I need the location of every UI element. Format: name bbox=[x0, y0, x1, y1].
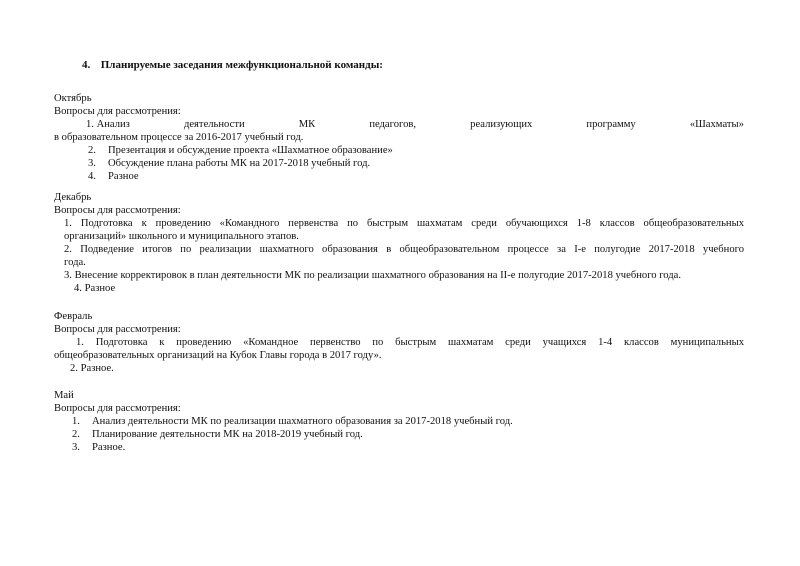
word: деятельности bbox=[183, 119, 245, 130]
subtitle: Вопросы для рассмотрения: bbox=[54, 205, 181, 216]
list-item bbox=[54, 144, 744, 157]
list-item bbox=[54, 157, 744, 170]
month-label: Октябрь bbox=[54, 93, 92, 104]
item-number: 2. bbox=[70, 363, 78, 374]
item-number: 1. bbox=[76, 337, 84, 348]
item-number: 2. bbox=[64, 244, 72, 255]
word: «Шахматы» bbox=[689, 119, 744, 130]
item-number: 3. bbox=[64, 270, 72, 281]
list-item-continuation: организаций» школьного и муниципального этапов. bbox=[64, 231, 299, 242]
section-december bbox=[54, 191, 744, 295]
item-text: Подготовка к проведению «Командное первенство по быстрым шахматам среди учащихся 1-4 классов муниципальных bbox=[95, 337, 744, 348]
list-item bbox=[54, 362, 744, 375]
subtitle: Вопросы для рассмотрения: bbox=[54, 106, 181, 117]
list-item bbox=[54, 243, 744, 256]
item-number: 1. bbox=[86, 119, 94, 130]
item-text: Анализ деятельности МК по реализации шахматного образования за 2017-2018 учебный год. bbox=[92, 416, 513, 427]
item-text: Разное. bbox=[80, 363, 114, 374]
word: МК bbox=[298, 119, 316, 130]
item-number: 3. bbox=[88, 158, 96, 169]
month-label: Февраль bbox=[54, 311, 93, 322]
section-october bbox=[54, 92, 744, 183]
item-number: 4. bbox=[74, 283, 82, 294]
list-item bbox=[54, 217, 744, 230]
month-label: Май bbox=[54, 390, 74, 401]
item-number: 1. bbox=[72, 416, 80, 427]
item-number: 4. bbox=[88, 171, 96, 182]
list-item bbox=[54, 415, 744, 428]
item-text: Презентация и обсуждение проекта «Шахматное образование» bbox=[108, 145, 393, 156]
word: педагогов, bbox=[369, 119, 417, 130]
item-text: Обсуждение плана работы МК на 2017-2018 учебный год. bbox=[108, 158, 371, 169]
word: программу bbox=[586, 119, 636, 130]
heading-number: 4. bbox=[82, 59, 91, 71]
item-text: Разное. bbox=[92, 442, 126, 453]
word: Анализ bbox=[96, 119, 130, 130]
section-february bbox=[54, 310, 744, 375]
list-item bbox=[54, 428, 744, 441]
section-may bbox=[54, 389, 744, 454]
list-item bbox=[54, 118, 744, 131]
item-text: Подготовка к проведению «Командного первенства по быстрым шахматам среди обучающихся 1-8 классов общеобразовательных bbox=[80, 218, 744, 229]
list-item-continuation: года. bbox=[64, 257, 86, 268]
month-label: Декабрь bbox=[54, 192, 92, 203]
item-number: 3. bbox=[72, 442, 80, 453]
word: реализующих bbox=[470, 119, 533, 130]
list-item bbox=[54, 269, 744, 282]
item-text: Разное bbox=[84, 283, 116, 294]
item-number: 2. bbox=[72, 429, 80, 440]
subtitle: Вопросы для рассмотрения: bbox=[54, 403, 181, 414]
list-item-continuation: общеобразовательных организаций на Кубок Главы города в 2017 году». bbox=[54, 350, 382, 361]
subtitle: Вопросы для рассмотрения: bbox=[54, 324, 181, 335]
item-text: Внесение корректировок в план деятельности МК по реализации шахматного образования на II-е полугодие 2017-2018 учебного года. bbox=[74, 270, 682, 281]
list-item-continuation: в образовательном процессе за 2016-2017 учебный год. bbox=[54, 132, 304, 143]
heading-title: Планируемые заседания межфункциональной команды: bbox=[100, 59, 383, 71]
list-item bbox=[54, 282, 744, 295]
item-text: Разное bbox=[108, 171, 139, 182]
list-item bbox=[54, 336, 744, 349]
list-item bbox=[54, 441, 744, 454]
section-heading bbox=[82, 59, 383, 72]
item-number: 2. bbox=[88, 145, 96, 156]
list-item bbox=[54, 170, 744, 183]
item-text: Планирование деятельности МК на 2018-2019 учебный год. bbox=[92, 429, 363, 440]
item-number: 1. bbox=[64, 218, 72, 229]
item-text: Подведение итогов по реализации шахматного образования в общеобразовательном процессе за I-е полугодие 2017-2018 учебного bbox=[80, 244, 744, 255]
